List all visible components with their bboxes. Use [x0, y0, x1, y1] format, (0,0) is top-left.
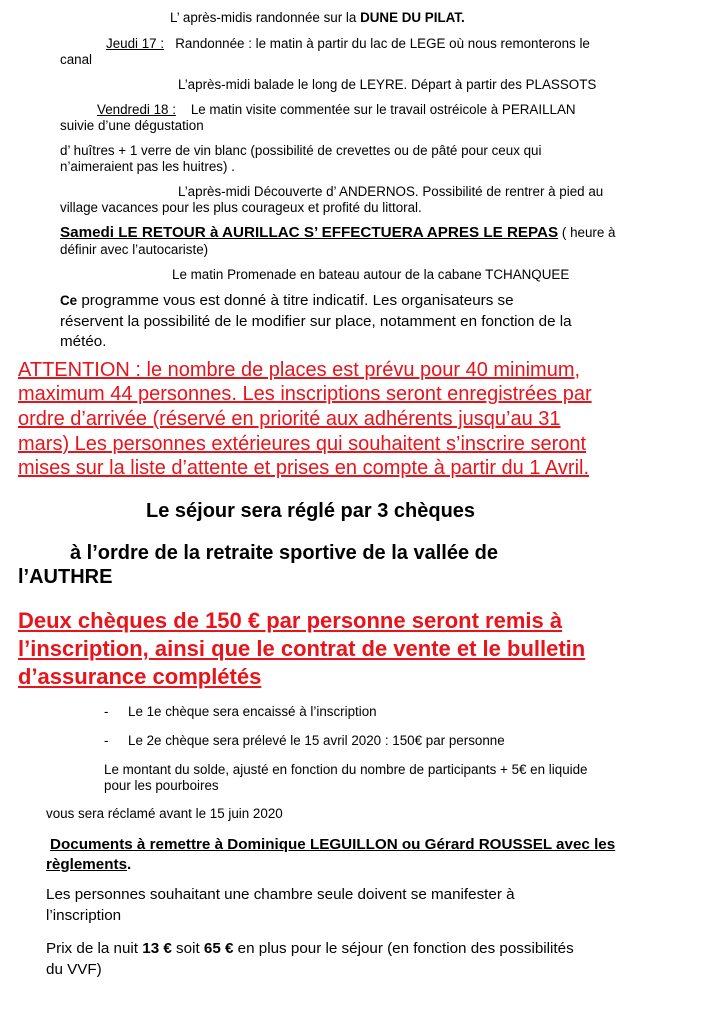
text-span: en plus pour le séjour (en fonction des possibilités: [233, 940, 574, 957]
text-span: L’ après-midis randonnée sur la: [170, 10, 361, 25]
list-item: [104, 733, 505, 748]
text-line: l’inscription: [46, 907, 122, 924]
text-line: [46, 856, 131, 873]
text-line: [170, 10, 465, 25]
attention-line: mises sur la liste d’attente et prises en compte à partir du 1 Avril.: [18, 457, 590, 479]
text-span: Randonnée : le matin à partir du lac de LEGE où nous remonterons le: [175, 36, 590, 51]
documents-heading: règlements: [46, 856, 128, 873]
text-line: [106, 36, 590, 51]
text-line: [46, 940, 574, 957]
text-span: Prix de la nuit: [46, 940, 143, 957]
text-line: météo.: [60, 333, 107, 350]
text-line: L’après-midi Découverte d’ ANDERNOS. Possibilité de rentrer à pied au: [178, 184, 604, 199]
text-span: Le matin visite commentée sur le travail ostréicole à PERAILLAN: [190, 102, 576, 117]
payment-heading: Le séjour sera réglé par 3 chèques: [146, 500, 476, 522]
cheque-line: Deux chèques de 150 € par personne seront remis à: [18, 608, 563, 633]
text-span: Ce: [60, 293, 78, 308]
documents-heading: Documents à remettre à Dominique LEGUILLON ou Gérard ROUSSEL avec les: [50, 836, 616, 853]
text-line: Les personnes souhaitant une chambre seule doivent se manifester à: [46, 886, 515, 903]
price-value: 13 €: [142, 940, 172, 957]
text-span: soit: [171, 940, 204, 957]
text-line: à l’ordre de la retraite sportive de la vallée de: [70, 542, 498, 564]
text-line: du VVF): [46, 961, 102, 978]
text-line: d’ huîtres + 1 verre de vin blanc (possibilité de crevettes ou de pâté pour ceux qui: [60, 143, 542, 158]
text-line: vous sera réclamé avant le 15 juin 2020: [46, 806, 283, 821]
text-line: [97, 102, 576, 117]
text-span: Le 1e chèque sera encaissé à l’inscription: [128, 704, 377, 719]
list-item: [104, 704, 377, 719]
text-line: [46, 836, 615, 853]
text-line: définir avec l’autocariste): [60, 242, 209, 257]
bullet-dash: -: [104, 704, 109, 719]
text-line: village vacances pour les plus courageux et profité du littoral.: [60, 200, 422, 215]
day-label: Vendredi 18 :: [97, 102, 176, 117]
return-notice: Samedi LE RETOUR à AURILLAC S’ EFFECTUERA APRES LE REPAS: [60, 224, 559, 241]
price-value: 65 €: [203, 940, 234, 957]
text-span: ( heure à: [558, 225, 616, 240]
text-span: programme vous est donné à titre indicatif. Les organisateurs se: [77, 292, 514, 309]
attention-line: mars) Les personnes extérieures qui souhaitent s’inscrire seront: [18, 433, 587, 455]
text-span: DUNE DU PILAT.: [360, 10, 465, 25]
day-label: Jeudi 17 :: [106, 36, 165, 51]
text-line: n’aimeraient pas les huitres) .: [60, 159, 235, 174]
attention-line: ordre d’arrivée (réservé en priorité aux adhérents jusqu’au 31: [18, 408, 561, 430]
attention-line: ATTENTION : le nombre de places est prévu pour 40 minimum,: [18, 359, 581, 381]
text-line: suivie d’une dégustation: [60, 118, 204, 133]
text-line: [60, 292, 514, 309]
text-line: canal: [60, 52, 93, 67]
text-line: l’AUTHRE: [18, 566, 113, 588]
text-line: Le montant du solde, ajusté en fonction du nombre de participants + 5€ en liquide: [104, 762, 588, 777]
cheque-line: d’assurance complétés: [18, 664, 262, 689]
attention-line: maximum 44 personnes. Les inscriptions seront enregistrées par: [18, 383, 592, 405]
bullet-dash: -: [104, 733, 109, 748]
text-line: L’après-midi balade le long de LEYRE. Départ à partir des PLASSOTS: [178, 77, 597, 92]
text-span: Le 2e chèque sera prélevé le 15 avril 2020 : 150€ par personne: [128, 733, 505, 748]
text-line: pour les pourboires: [104, 778, 219, 793]
text-line: [60, 224, 616, 242]
text-line: Le matin Promenade en bateau autour de la cabane TCHANQUEE: [172, 267, 570, 282]
cheque-line: l’inscription, ainsi que le contrat de vente et le bulletin: [18, 636, 586, 661]
text-line: réservent la possibilité de le modifier sur place, notamment en fonction de la: [60, 313, 572, 330]
text-span: .: [127, 856, 132, 873]
